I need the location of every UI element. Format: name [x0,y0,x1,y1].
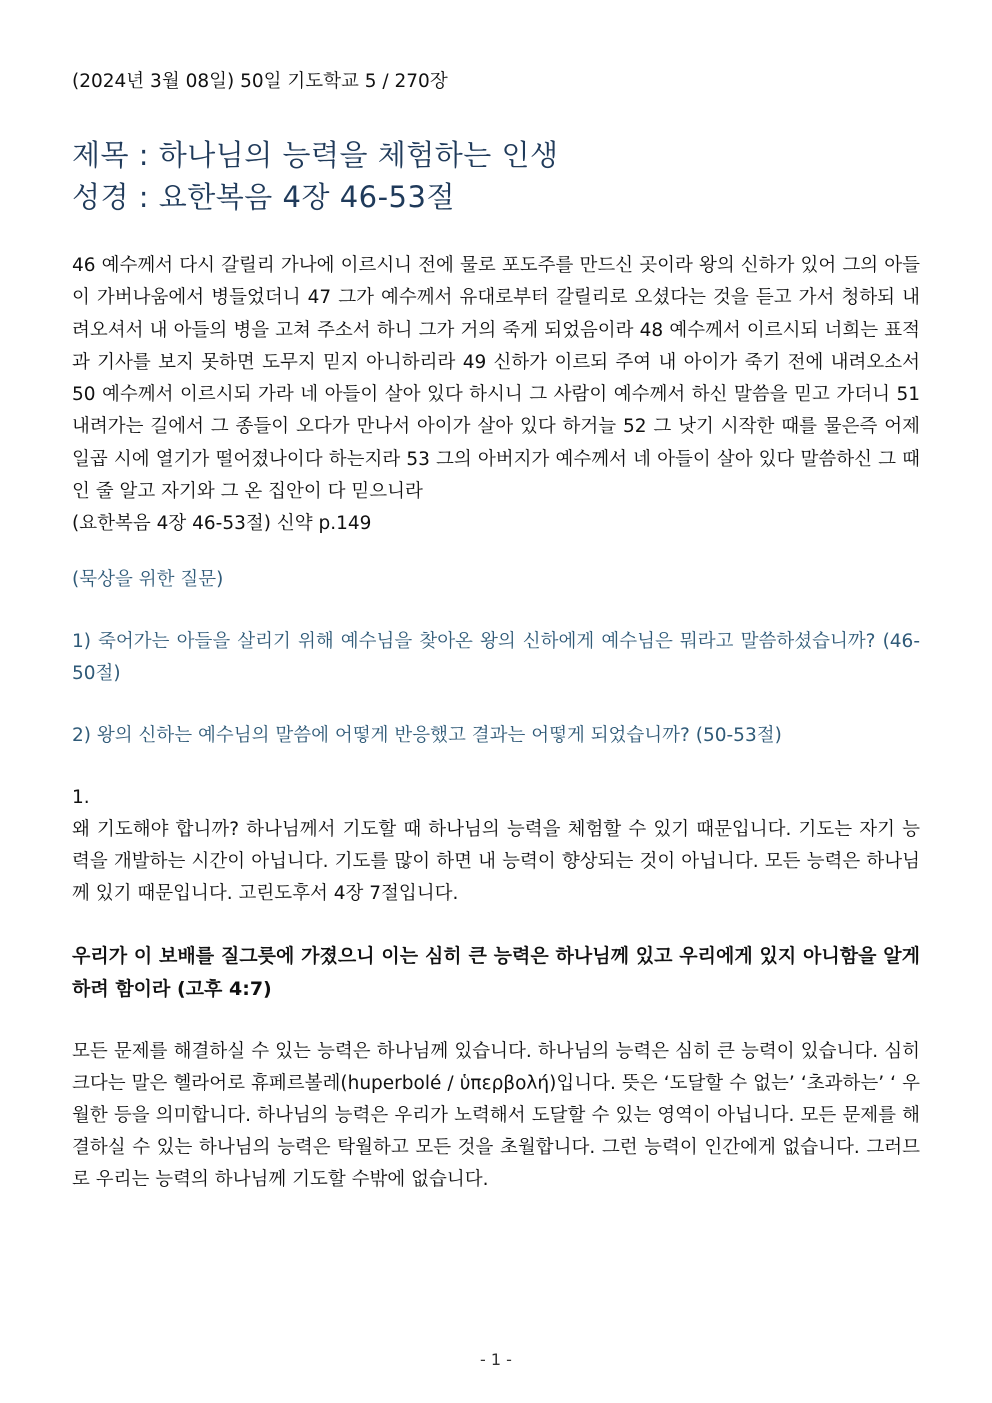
question-1: 1) 죽어가는 아들을 살리기 위해 예수님을 찾아온 왕의 신하에게 예수님은 뭐라고 말씀하셨습니까? (46-50절) [72,631,920,685]
meditation-heading: (묵상을 위한 질문) [72,569,224,591]
title-block [72,134,920,218]
section-paragraph-1: 왜 기도해야 합니까? 하나님께서 기도할 때 하나님의 능력을 체험할 수 있기 때문입니다. 기도는 자기 능력을 개발하는 시간이 아닙니다. 기도를 많이 하면 내 능력이 향상되는 것이 아닙니다. 모든 능력은 하나님께 있기 때문입니다. 고린도후서 4장 7절입니다. [72,819,920,905]
section-1 [72,782,920,910]
page-number: - 1 - [480,1350,512,1369]
section-paragraph-2: 모든 문제를 해결하실 수 있는 능력은 하나님께 있습니다. 하나님의 능력은 심히 큰 능력이 있습니다. 심히 크다는 말은 헬라어로 휴페르볼레(huperbolé / ὑπερβολή)입니다. 뜻은 ‘도달할 수 없는’ ‘초과하는’ ‘ 우월한 등을 의미합니다. 하나님의 능력은 우리가 노력해서 도달할 수 있는 영역이 아닙니다. 모든 문제를 해결하실 수 있는 하나님의 능력은 탁월하고 모든 것을 초월합니다. 그런 능력이 인간에게 없습니다. 그러므로 우리는 능력의 하나님께 기도할 수밖에 없습니다. [72,1041,920,1191]
scripture-passage [72,250,920,540]
meditation-questions [72,564,920,752]
section-number: 1. [72,787,90,809]
question-2: 2) 왕의 신하는 예수님의 말씀에 어떻게 반응했고 결과는 어떻게 되었습니까? (50-53절) [72,725,782,747]
scripture-title: 성경 : 요한복음 4장 46-53절 [72,180,455,214]
date-line: (2024년 3월 08일) 50일 기도학교 5 / 270장 [72,71,448,92]
section-1-continued [72,1036,920,1196]
scripture-text: 46 예수께서 다시 갈릴리 가나에 이르시니 전에 물로 포도주를 만드신 곳이라 왕의 신하가 있어 그의 아들이 가버나움에서 병들었더니 47 그가 예수께서 유대로부터 갈릴리로 오셨다는 것을 듣고 가서 청하되 내려오셔서 내 아들의 병을 고쳐 주소서 하니 그가 거의 죽게 되었음이라 48 예수께서 이르시되 너희는 표적과 기사를 보지 못하면 도무지 믿지 아니하리라 49 신하가 이르되 주여 내 아이가 죽기 전에 내려오소서 50 예수께서 이르시되 가라 네 아들이 살아 있다 하시니 그 사람이 예수께서 하신 말씀을 믿고 가더니 51 내려가는 길에서 그 종들이 오다가 만나서 아이가 살아 있다 하거늘 52 그 낫기 시작한 때를 물은즉 어제 일곱 시에 열기가 떨어졌나이다 하는지라 53 그의 아버지가 예수께서 네 아들이 살아 있다 말씀하신 그 때인 줄 알고 자기와 그 온 집안이 다 믿으니라 [72,255,920,503]
sermon-title: 제목 : 하나님의 능력을 체험하는 인생 [72,138,559,172]
scripture-reference: (요한복음 4장 46-53절) 신약 p.149 [72,513,372,535]
verse-quote: 우리가 이 보배를 질그릇에 가졌으니 이는 심히 큰 능력은 하나님께 있고 우리에게 있지 아니함을 알게 하려 함이라 (고후 4:7) [72,945,920,1001]
